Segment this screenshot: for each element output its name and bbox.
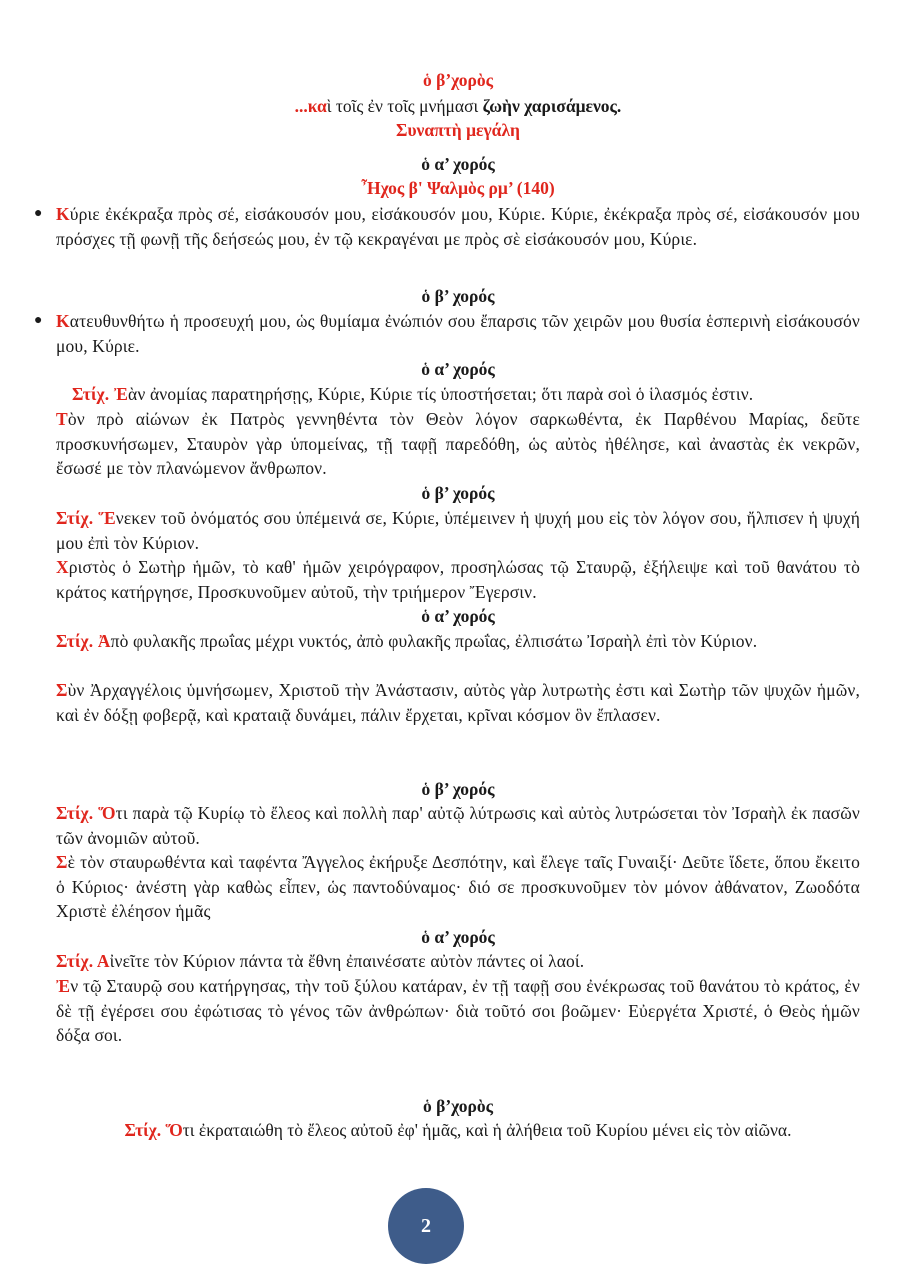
- choir-heading: ὁ β’ χορός: [421, 286, 495, 306]
- stich-paragraph: [56, 801, 860, 850]
- initial-letter: Κ: [56, 204, 70, 224]
- initial-letter: Σ: [56, 680, 68, 700]
- choir-heading: ὁ β’ χορός: [421, 779, 495, 799]
- stich-paragraph: [56, 506, 860, 555]
- choir-heading: ὁ α’ χορός: [421, 606, 495, 626]
- stich-label: Στίχ.: [56, 631, 98, 651]
- stich-label: Στίχ.: [72, 384, 114, 404]
- intro-kai: κα: [307, 96, 327, 116]
- intro-line: [56, 94, 860, 118]
- choir-heading: ὁ β’χορὸς: [423, 1096, 493, 1116]
- hymn-text: ν τῷ Σταυρῷ σου κατήργησας, τὴν τοῦ ξύλου κατάραν, ἐν τῇ ταφῇ σου ἐνέκρωσας τοῦ θανάτου τὸ κράτος, ἐν δὲ τῇ ἐγέρσει σου ἐφώτισας τὸ γένος τῶν ἀνθρώπων· διὰ τοῦτό σοι βοῶμεν· Εὐεργέτα Χριστέ, ὁ Θεὸς ἡμῶν δόξα σοι.: [56, 976, 860, 1046]
- hymn-text: ὲ τὸν σταυρωθέντα καὶ ταφέντα Ἄγγελος ἐκήρυξε Δεσπότην, καὶ ἔλεγε ταῖς Γυναιξί· Δεῦτε ἴδετε, ὅπου ἔκειτο ὁ Κύριος· ἀνέστη γὰρ καθὼς εἶπεν, ὡς παντοδύναμος· διό σε προσκυνοῦμεν τὸν μόνον ἀθάνατον, Ζωοδότα Χριστὲ ἐλέησον ἡμᾶς: [56, 852, 860, 922]
- initial-letter: Ἕ: [98, 508, 116, 528]
- initial-letter: Ἐ: [113, 384, 129, 404]
- initial-letter: Ὅ: [165, 1120, 183, 1140]
- initial-letter: Χ: [56, 557, 69, 577]
- hymn-text: ὺν Ἀρχαγγέλοις ὑμνήσωμεν, Χριστοῦ τὴν Ἀνάστασιν, αὐτὸς γὰρ λυτρωτὴς ἐστι καὶ Σωτὴρ τῶν ψυχῶν ἡμῶν, καὶ ἐν δόξῃ φοβερᾷ, καὶ κραταιᾷ δυνάμει, πάλιν ἔρχεται, κρῖναι κόσμον ὃν ἔπλασεν.: [56, 680, 860, 725]
- hymn-paragraph: [56, 407, 860, 481]
- verse-paragraph: [34, 202, 860, 251]
- synapti-heading: Συναπτὴ μεγάλη: [396, 120, 520, 140]
- hymn-text: ὸν πρὸ αἰώνων ἐκ Πατρὸς γεννηθέντα τὸν Θεὸν λόγον σαρκωθέντα, ἐκ Παρθένου Μαρίας, δεῦτε προσκυνήσωμεν, Σταυρὸν γὰρ ὑπομείνας, τῇ ταφῇ παρεδόθη, ὡς αὐτὸς ἠθέλησε, καὶ ἀναστὰς ἐκ νεκρῶν, ἔσωσέ με τὸν πλανώμενον ἄνθρωπον.: [56, 409, 860, 479]
- echos-heading: Ἦχος β' Ψαλμὸς ρμ’ (140): [361, 178, 555, 198]
- verse-text: τι ἐκραταιώθη τὸ ἔλεος αὐτοῦ ἐφ' ἡμᾶς, καὶ ἡ ἀλήθεια τοῦ Κυρίου μένει εἰς τὸν αἰῶνα.: [182, 1120, 792, 1140]
- hymn-paragraph: [56, 974, 860, 1048]
- verse-text: πὸ φυλακῆς πρωΐας μέχρι νυκτός, ἀπὸ φυλακῆς πρωΐας, ἐλπισάτω Ἰσραὴλ ἐπὶ τὸν Κύριον.: [110, 631, 758, 651]
- intro-text: ὶ τοῖς ἐν τοῖς μνήμασι: [326, 96, 483, 116]
- choir-heading: ὁ α’ χορός: [421, 359, 495, 379]
- stich-paragraph: [56, 382, 860, 407]
- hymn-text: ριστὸς ὁ Σωτὴρ ἡμῶν, τὸ καθ' ἡμῶν χειρόγραφον, προσηλώσας τῷ Σταυρῷ, ἐξήλειψε καὶ τοῦ θανάτου τὸ κράτος κατήργησε, Προσκυνοῦμεν αὐτοῦ, τὴν τριήμερον Ἔγερσιν.: [56, 557, 860, 602]
- initial-letter: Κ: [56, 311, 70, 331]
- initial-letter: Σ: [56, 852, 68, 872]
- verse-text: ἰνεῖτε τὸν Κύριον πάντα τὰ ἔθνη ἐπαινέσατε αὐτὸν πάντες οἱ λαοί.: [109, 951, 585, 971]
- stich-paragraph: [56, 949, 860, 974]
- intro-bold: ζωὴν χαρισάμενος.: [482, 96, 622, 116]
- verse-text: ατευθυνθήτω ἡ προσευχή μου, ὡς θυμίαμα ἐνώπιόν σου ἔπαρσις τῶν χειρῶν μου θυσία ἑσπερινὴ εἰσάκουσόν μου, Κύριε.: [56, 311, 860, 356]
- verse-text: νεκεν τοῦ ὀνόματός σου ὑπέμεινά σε, Κύριε, ὑπέμεινεν ἡ ψυχή μου εἰς τὸν λόγον σου, ἤλπισεν ἡ ψυχή μου ἐπὶ τὸν Κύριον.: [56, 508, 860, 553]
- choir-heading: ὁ α’ χορός: [421, 154, 495, 174]
- verse-text: ύριε ἐκέκραξα πρὸς σέ, εἰσάκουσόν μου, εἰσάκουσόν μου, Κύριε. Κύριε, ἐκέκραξα πρὸς σέ, εἰσάκουσόν μου πρόσχες τῇ φωνῇ τῆς δεήσεώς μου, ἐν τῷ κεκραγέναι με πρὸς σὲ εἰσάκουσόν μου, Κύριε.: [56, 204, 860, 249]
- bullet-icon: ●: [34, 206, 43, 221]
- initial-letter: Τ: [56, 409, 68, 429]
- bullet-icon: ●: [34, 313, 43, 328]
- choir-heading: ὁ β’ χορός: [421, 483, 495, 503]
- page-number-badge: 2: [388, 1188, 464, 1264]
- stich-label: Στίχ.: [56, 508, 99, 528]
- stich-paragraph: [56, 629, 860, 654]
- intro-dots: ...: [294, 96, 308, 116]
- choir-heading: ὁ β’χορὸς: [423, 70, 493, 90]
- stich-label: Στίχ.: [56, 803, 99, 823]
- initial-letter: Ὅ: [98, 803, 116, 823]
- stich-paragraph: [56, 1118, 860, 1142]
- stich-label: Στίχ.: [124, 1120, 166, 1140]
- hymn-paragraph: [56, 678, 860, 727]
- initial-letter: Ἐ: [56, 976, 71, 996]
- verse-text: τι παρὰ τῷ Κυρίῳ τὸ ἔλεος καὶ πολλὴ παρ' αὐτῷ λύτρωσις καὶ αὐτὸς λυτρώσεται τὸν Ἰσραὴλ ἐκ πασῶν τῶν ἀνομιῶν αὐτοῦ.: [56, 803, 860, 848]
- initial-letter: Ἀ: [97, 631, 111, 651]
- stich-label: Στίχ.: [56, 951, 97, 971]
- hymn-paragraph: [56, 555, 860, 604]
- hymn-paragraph: [56, 850, 860, 924]
- verse-paragraph: [34, 309, 860, 358]
- verse-text: ὰν ἀνομίας παρατηρήσῃς, Κύριε, Κύριε τίς ὑποστήσεται; ὅτι παρὰ σοὶ ὁ ἱλασμός ἐστιν.: [128, 384, 754, 404]
- initial-letter: Α: [96, 951, 110, 971]
- choir-heading: ὁ α’ χορός: [421, 927, 495, 947]
